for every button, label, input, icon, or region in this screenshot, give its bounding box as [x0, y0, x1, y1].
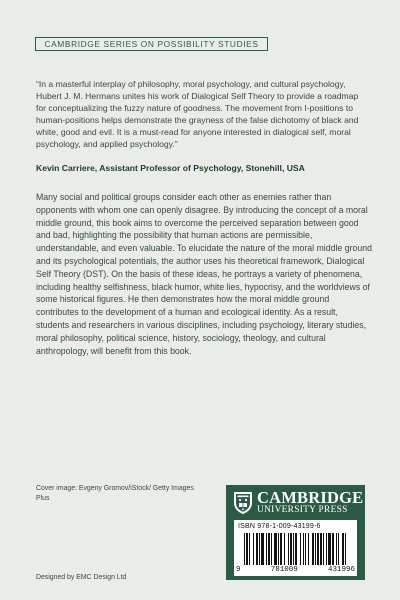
isbn-barcode: [234, 520, 357, 576]
barcode-bar: [303, 533, 304, 565]
barcode-bar: [249, 533, 250, 565]
barcode-bar: [342, 533, 344, 565]
barcode-bar: [308, 533, 309, 565]
barcode-bar: [315, 533, 316, 565]
barcode-bar: [328, 533, 331, 565]
barcode-bar: [332, 533, 334, 565]
isbn-label: ISBN 978-1-009-43199-6: [238, 523, 321, 530]
barcode-bar: [290, 533, 292, 565]
endorsement-quote: “In a masterful interplay of philosophy, moral psychology, and cultural psychology, Hubert J. M. Hermans unites his work of Dialogical Self Theory to provide a roadmap for conceptualizing the fuzzy nature of goodness. The movement from I-positions to human-positions helps demonstrate the grayness of the false dichotomy of black and white, good and evil. It is a must-read for anyone interested in dialogical self, moral psychology, and applied psychology.”: [36, 79, 359, 150]
barcode-bar: [300, 533, 301, 565]
cover-image-credit: Cover image: Evgeny Gromov/iStock/ Getty Images Plus: [36, 485, 194, 502]
book-description: Many social and political groups consider each other as enemies rather than opponents with whom one can openly disagree. By introducing the concept of a moral middle ground, this book aims to overcome the perceived separation between good and bad, highlighting the possibility that human actions are permissible, understandable, and even valuable. To elucidate the nature of the moral middle ground and its psychological potentials, the author uses his theoretical framework, Dialogical Self Theory (DST). On the basis of these ideas, he portrays a variety of phenomena, including healthy selfishness, black humor, white lies, hypocrisy, and the worldviews of some historical figures. He then demonstrates how the moral middle ground contributes to the development of a human and ecological identity. As a result, students and researchers in various disciplines, including psychology, literary studies, moral philosophy, political science, history, sociology, theology, and cultural anthropology, will benefit from this book.: [36, 192, 372, 356]
barcode-bar: [320, 533, 322, 565]
barcode-bar: [253, 533, 254, 565]
barcode-digits-left: 781009: [270, 566, 298, 574]
barcode-bar: [293, 533, 294, 565]
barcode-bar: [336, 533, 337, 565]
publisher-subname: UNIVERSITY PRESS: [257, 505, 348, 515]
barcode-bar: [312, 533, 314, 565]
barcode-bar: [295, 533, 297, 565]
series-title-box: [35, 37, 268, 51]
publisher-name: CAMBRIDGE: [257, 488, 364, 507]
designer-credit: Designed by EMC Design Ltd: [36, 574, 127, 581]
barcode-bar: [268, 533, 270, 565]
publisher-logo: [233, 490, 363, 515]
endorsement-attribution: Kevin Carriere, Assistant Professor of Psychology, Stonehill, USA: [36, 163, 305, 173]
publisher-panel: [226, 485, 365, 580]
barcode-bar: [261, 533, 264, 565]
barcode-bar: [259, 533, 260, 565]
barcode-bars: [238, 533, 353, 565]
barcode-bar: [338, 533, 339, 565]
barcode-bar: [271, 533, 272, 565]
barcode-bar: [278, 533, 279, 565]
barcode-digit-prefix: 9: [236, 566, 241, 574]
barcode-bar: [317, 533, 319, 565]
barcode-bar: [284, 533, 285, 565]
barcode-bar: [266, 533, 267, 565]
barcode-bar: [274, 533, 277, 565]
barcode-bar: [246, 533, 248, 565]
barcode-bar: [326, 533, 327, 565]
barcode-bar: [256, 533, 258, 565]
series-title: CAMBRIDGE SERIES ON POSSIBILITY STUDIES: [44, 39, 259, 49]
barcode-digits: [236, 566, 355, 574]
barcode-bar: [280, 533, 282, 565]
barcode-bar: [244, 533, 245, 565]
barcode-bar: [305, 533, 306, 565]
barcode-bar: [288, 533, 289, 565]
barcode-bar: [345, 533, 346, 565]
barcode-digits-right: 431996: [327, 566, 355, 574]
shield-crest-icon: [233, 491, 253, 515]
barcode-bar: [323, 533, 324, 565]
